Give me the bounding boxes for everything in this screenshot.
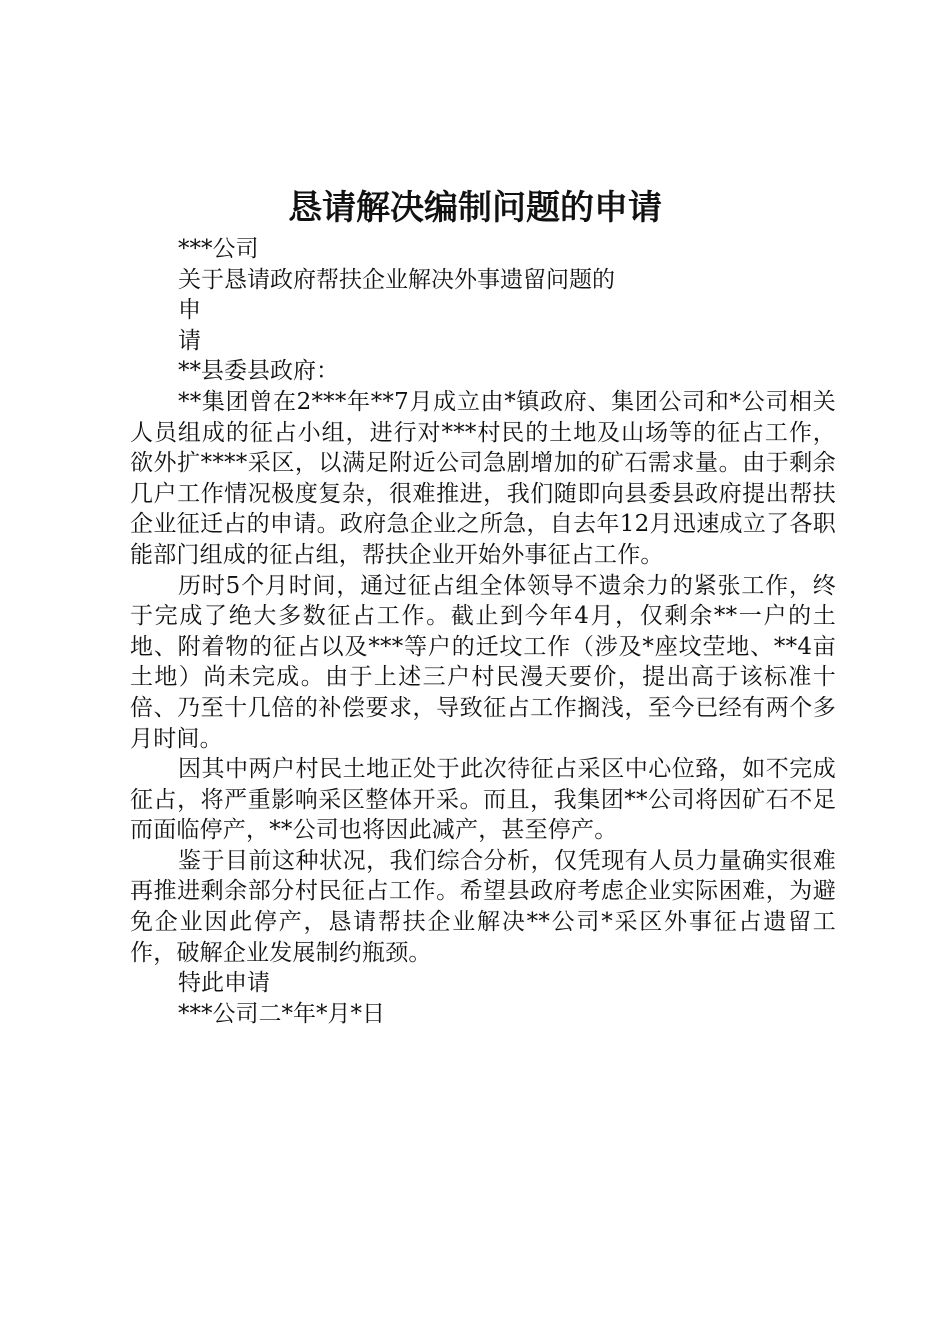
signature-line: ***公司二*年*月*日 <box>178 1000 385 1027</box>
document-title: 恳请解决编制问题的申请 <box>288 188 662 228</box>
salutation: **县委县政府： <box>178 358 339 385</box>
body-paragraph-2: 历时5个月时间，通过征占组全体领导不遗余力的紧张工作，终于完成了绝大多数征占工作。截止到今年4月，仅剩余**一户的土地、附着物的征占以及***等户的迁坟工作（涉及*座坟茔地、**4亩土地）尚未完成。由于上述三户村民漫天要价，提出高于该标准十倍、乃至十几倍的补偿要求，导致征占工作搁浅，至今已经有两个多月时间。 <box>130 572 836 752</box>
company-name: ***公司 <box>178 236 259 262</box>
subject-line-1: 关于恳请政府帮扶企业解决外事遗留问题的 <box>178 266 615 293</box>
body-paragraph-4: 鉴于目前这种状况，我们综合分析，仅凭现有人员力量确实很难再推进剩余部分村民征占工作。希望县政府考虑企业实际困难，为避免企业因此停产，恳请帮扶企业解决**公司*采区外事征占遗留工作，破解企业发展制约瓶颈。 <box>130 847 836 966</box>
closing-line: 特此申请 <box>178 970 270 997</box>
subject-line-3: 请 <box>178 327 201 354</box>
subject-line-2: 申 <box>178 297 201 324</box>
document-body <box>130 234 836 1029</box>
body-paragraph-1: **集团曾在2***年**7月成立由*镇政府、集团公司和*公司相关人员组成的征占小组，进行对***村民的土地及山场等的征占工作，欲外扩****采区，以满足附近公司急剧增加的矿石需求量。由于剩余几户工作情况极度复杂，很难推进，我们随即向县委县政府提出帮扶企业征迁占的申请。政府急企业之所急，自去年12月迅速成立了各职能部门组成的征占组，帮扶企业开始外事征占工作。 <box>130 388 836 568</box>
body-paragraph-3: 因其中两户村民土地正处于此次待征占采区中心位臵，如不完成征占，将严重影响采区整体开采。而且，我集团**公司将因矿石不足而面临停产，**公司也将因此减产，甚至停产。 <box>130 756 836 844</box>
